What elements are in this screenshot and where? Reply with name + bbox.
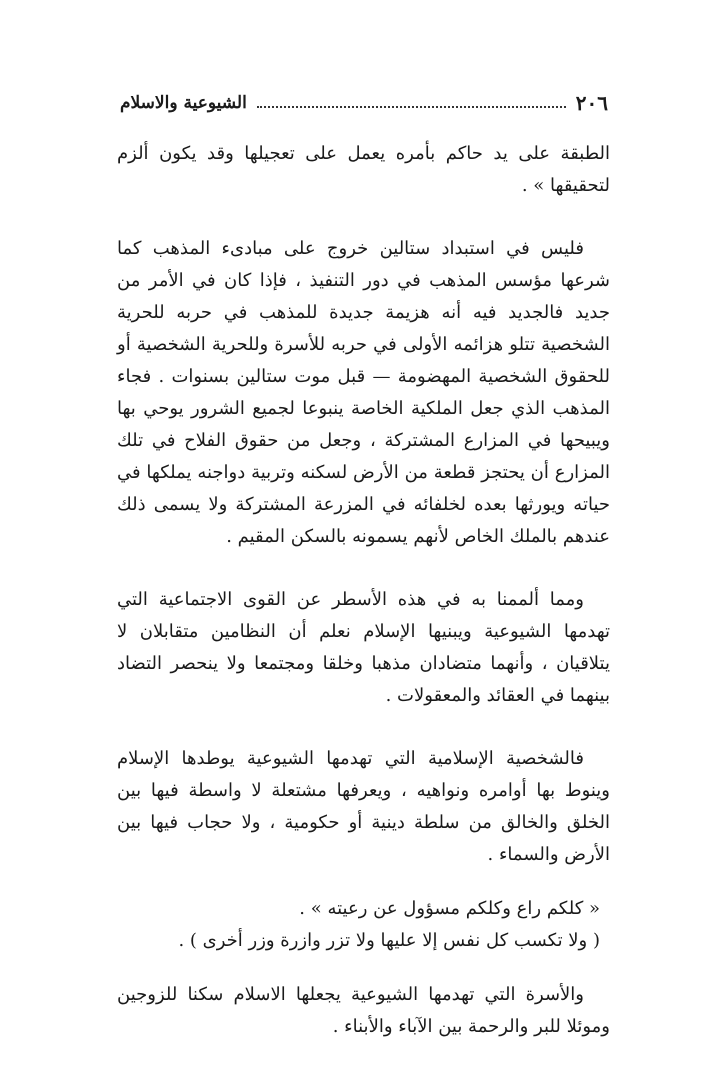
page-body [117,138,610,1043]
paragraph-family: والأسرة التي تهدمها الشيوعية يجعلها الاسلام سكنا للزوجين وموئلا للبر والرحمة بين الآباء والأبناء . [117,984,610,1037]
page-header [120,88,608,118]
header-dotted-leader [257,106,566,108]
page-number: ٢٠٦ [575,91,608,115]
paragraph-islamic-personality: فالشخصية الإسلامية التي تهدمها الشيوعية يوطدها الإسلام وينوط بها أوامره ونواهيه ، ويعرفها مشتعلة لا واسطة فيها بين الخلق والخالق من سلطة دينية أو حكومية ، ولا حجاب فيها بين الأرض والسماء . [117,748,610,865]
paragraph-continuation: الطبقة على يد حاكم بأمره يعمل على تعجيلها وقد يكون ألزم لتحقيقها » . [117,143,610,196]
quote-quran: ( ولا تكسب كل نفس إلا عليها ولا تزر وازرة وزر أخرى ) . [178,930,600,951]
paragraph-social-forces: ومما ألممنا به في هذه الأسطر عن القوى الاجتماعية التي تهدمها الشيوعية ويبنيها الإسلام نعلم أن النظامين متقابلان لا يتلاقيان ، وأنهما متضادان مذهبا وخلقا ومجتمعا ولا ينحصر التضاد بينهما في العقائد والمعقولات . [117,589,610,706]
paragraph-stalin: فليس في استبداد ستالين خروج على مبادىء المذهب كما شرعها مؤسس المذهب في دور التنفيذ ، فإذا كان في الأمر من جديد فالجديد فيه أنه هزيمة جديدة للمذهب في حربه للحرية الشخصية تتلو هزائمه الأولى في حربه للأسرة وللحرية الشخصية أو للحقوق الشخصية المهضومة — قبل موت ستالين بسنوات . فجاء المذهب الذي جعل الملكية الخاصة ينبوعا لجميع الشرور يوحي بها ويبيحها في المزارع المشتركة ، وجعل من حقوق الفلاح في تلك المزارع أن يحتجز قطعة من الأرض لسكنه وتربية دواجنه يملكها في حياته ويورثها بعده لخلفائه في المزرعة المشتركة ولا يسمى ذلك عندهم بالملك الخاص لأنهم يسمونه بالسكن المقيم . [117,238,610,547]
quote-hadith: « كلكم راع وكلكم مسؤول عن رعيته » . [299,898,600,919]
running-title: الشيوعية والاسلام [120,93,247,113]
